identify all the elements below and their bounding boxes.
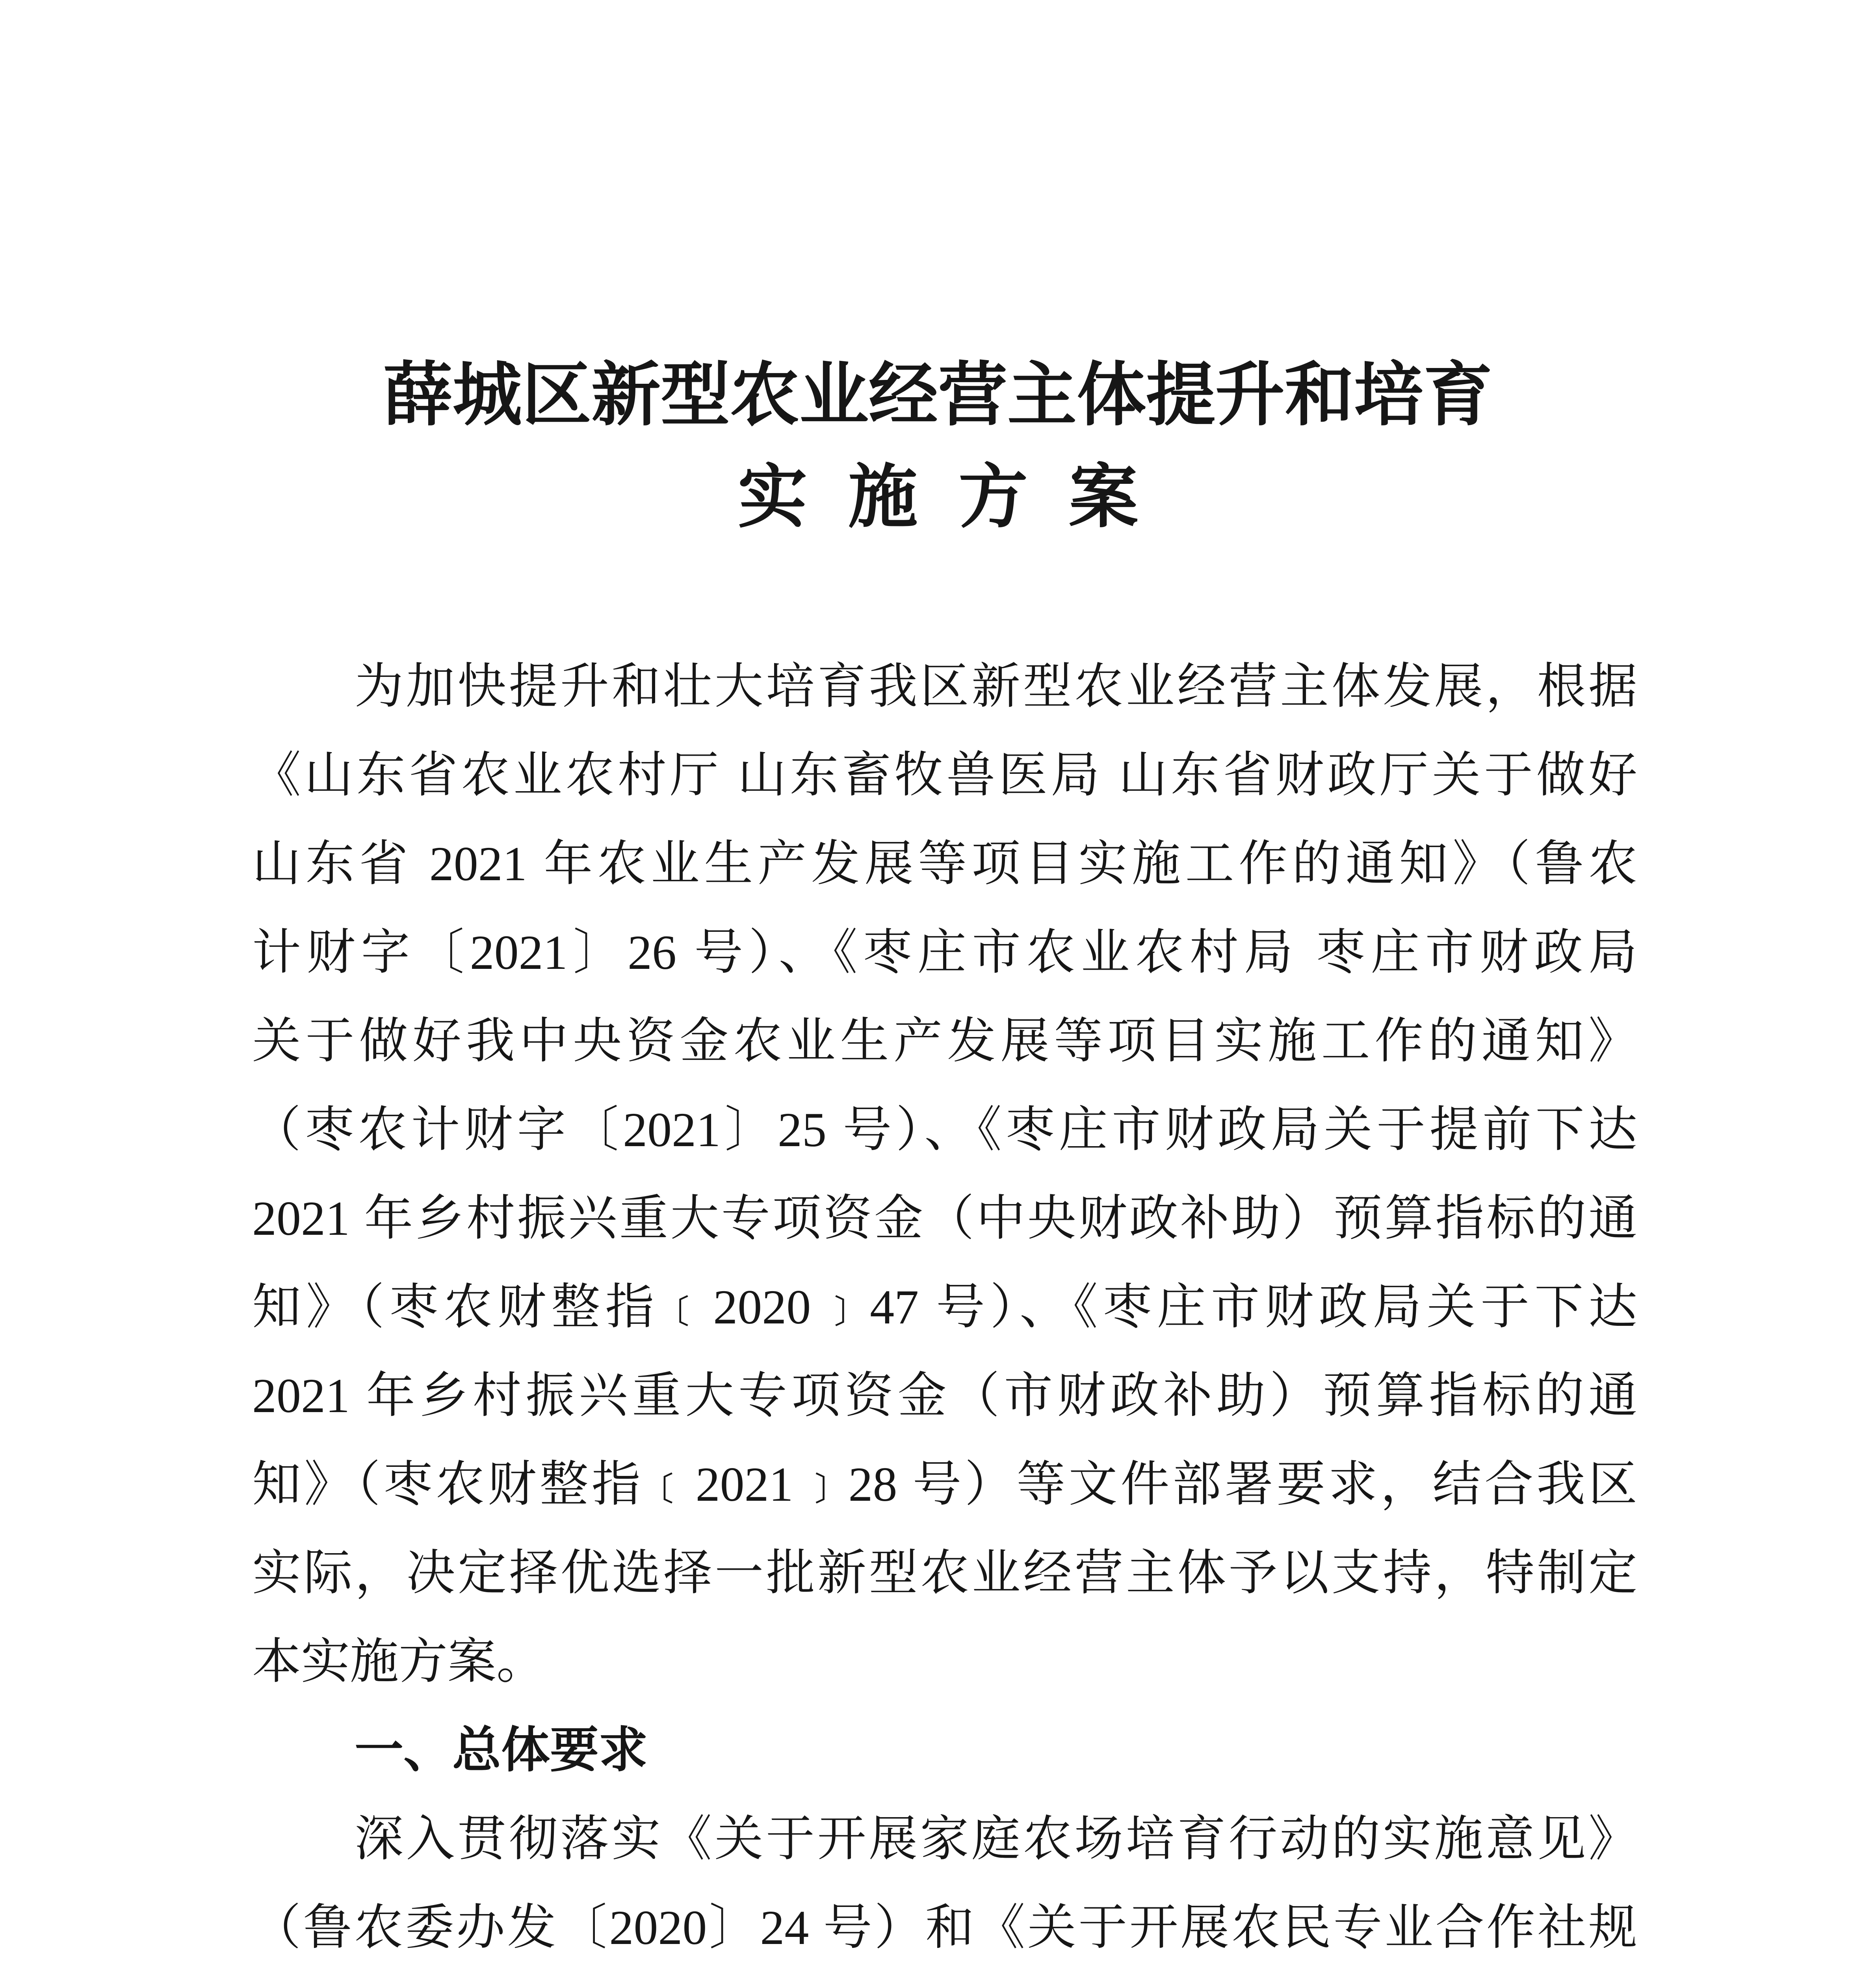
paragraph-line: 深入贯彻落实《关于开展家庭农场培育行动的实施意见》: [355, 1812, 1637, 1866]
paragraph-line: 实际，决定择优选择一批新型农业经营主体予以支持，特制定: [252, 1546, 1637, 1600]
section-heading: 一、总体要求: [355, 1722, 648, 1779]
paragraph-line: 2021 年乡村振兴重大专项资金（中央财政补助）预算指标的通: [252, 1191, 1637, 1245]
paragraph-line: 2021 年乡村振兴重大专项资金（市财政补助）预算指标的通: [252, 1369, 1637, 1423]
paragraph-line: 计财字〔2021〕26 号）、《枣庄市农业农村局 枣庄市财政局: [252, 926, 1637, 979]
paragraph-line: （鲁农委办发〔2020〕24 号）和《关于开展农民专业合作社规: [252, 1901, 1637, 1955]
title-line-subtitle: 实 施 方 案: [737, 459, 1150, 536]
paragraph-line: 《山东省农业农村厅 山东畜牧兽医局 山东省财政厅关于做好: [252, 748, 1637, 802]
title-line: 薛城区新型农业经营主体提升和培育: [383, 357, 1493, 434]
paragraph-line: 知》（枣农财整指﹝2021﹞28 号）等文件部署要求，结合我区: [252, 1457, 1637, 1511]
document-title: [0, 345, 1876, 549]
paragraph-line: 本实施方案。: [252, 1635, 546, 1689]
paragraph-line: 知》（枣农财整指﹝2020﹞47 号）、《枣庄市财政局关于下达: [252, 1280, 1637, 1334]
intro-paragraph: [252, 642, 1637, 1706]
document-body: [252, 642, 1637, 1970]
paragraph-line: 关于做好我中央资金农业生产发展等项目实施工作的通知》: [252, 1014, 1637, 1068]
paragraph-line: （枣农计财字〔2021〕25 号）、《枣庄市财政局关于提前下达: [252, 1103, 1637, 1157]
paragraph-line: 为加快提升和壮大培育我区新型农业经营主体发展，根据: [355, 660, 1637, 714]
section-1-paragraph: [252, 1795, 1637, 1970]
paragraph-line: 山东省 2021 年农业生产发展等项目实施工作的通知》（鲁农: [252, 837, 1637, 891]
